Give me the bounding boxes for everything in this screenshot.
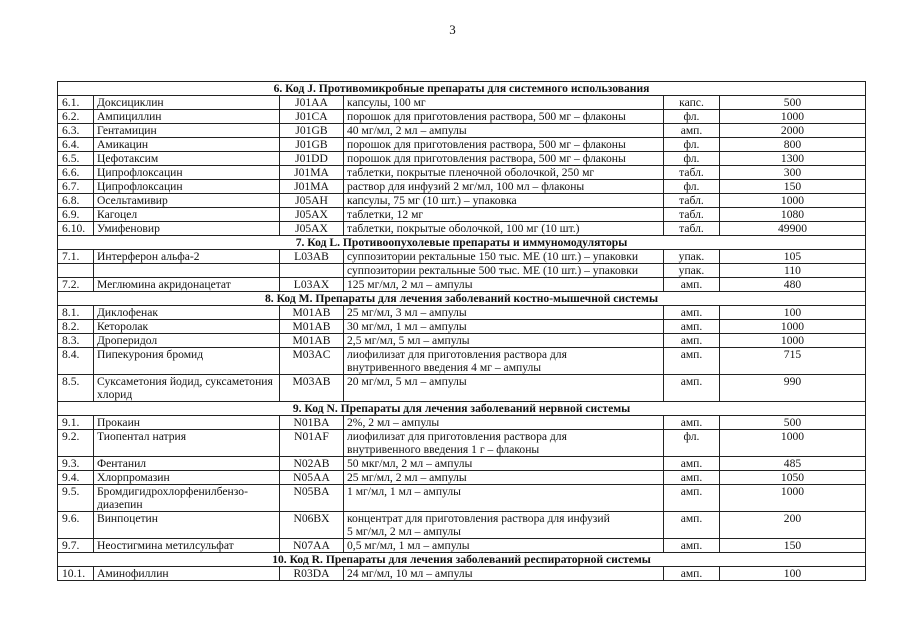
atc-code: J05AX bbox=[280, 222, 344, 236]
row-number: 9.1. bbox=[58, 416, 94, 430]
row-number: 6.2. bbox=[58, 110, 94, 124]
drug-name: Ампициллин bbox=[94, 110, 280, 124]
dosage-form-line: 125 мг/мл, 2 мл – ампулы bbox=[347, 278, 473, 291]
unit: амп. bbox=[664, 320, 720, 334]
drug-name: Прокаин bbox=[94, 416, 280, 430]
dosage-form-line: таблетки, покрытые оболочкой, 100 мг (10 шт.) bbox=[347, 222, 580, 235]
dosage-form-line: порошок для приготовления раствора, 500 мг – флаконы bbox=[347, 110, 626, 123]
dosage-form-line: 5 мг/мл, 2 мл – ампулы bbox=[347, 525, 461, 538]
unit: амп. bbox=[664, 348, 720, 375]
table-row bbox=[58, 471, 866, 485]
table-row bbox=[58, 194, 866, 208]
dosage-form-line: лиофилизат для приготовления раствора для bbox=[347, 430, 567, 443]
dosage-form-line: 30 мг/мл, 1 мл – ампулы bbox=[347, 320, 467, 333]
table-row bbox=[58, 430, 866, 457]
quantity: 800 bbox=[720, 138, 866, 152]
dosage-form bbox=[344, 264, 664, 278]
quantity: 300 bbox=[720, 166, 866, 180]
page-number: 3 bbox=[449, 22, 456, 37]
dosage-form-line: внутривенного введения 1 г – флаконы bbox=[347, 443, 540, 456]
row-number: 6.3. bbox=[58, 124, 94, 138]
dosage-form bbox=[344, 320, 664, 334]
dosage-form-line: раствор для инфузий 2 мг/мл, 100 мл – флаконы bbox=[347, 180, 585, 193]
quantity: 150 bbox=[720, 180, 866, 194]
row-number: 7.1. bbox=[58, 250, 94, 264]
table-row bbox=[58, 278, 866, 292]
drug-name: Умифеновир bbox=[94, 222, 280, 236]
table-row bbox=[58, 320, 866, 334]
drug-name bbox=[94, 264, 280, 278]
drug-name: Винпоцетин bbox=[94, 512, 280, 539]
dosage-form-line: внутривенного введения 4 мг – ампулы bbox=[347, 361, 542, 374]
unit: амп. bbox=[664, 512, 720, 539]
quantity: 500 bbox=[720, 96, 866, 110]
dosage-form bbox=[344, 334, 664, 348]
dosage-form bbox=[344, 416, 664, 430]
row-number: 8.3. bbox=[58, 334, 94, 348]
drug-name: Фентанил bbox=[94, 457, 280, 471]
row-number: 8.2. bbox=[58, 320, 94, 334]
section-header-row bbox=[58, 402, 866, 416]
atc-code: M03AC bbox=[280, 348, 344, 375]
section-header-row bbox=[58, 553, 866, 567]
dosage-form bbox=[344, 375, 664, 402]
row-number: 9.3. bbox=[58, 457, 94, 471]
dosage-form-line: 24 мг/мл, 10 мл – ампулы bbox=[347, 567, 473, 580]
drug-name: Кеторолак bbox=[94, 320, 280, 334]
quantity: 150 bbox=[720, 539, 866, 553]
dosage-form-line: суппозитории ректальные 500 тыс. МЕ (10 шт.) – упаковки bbox=[347, 264, 639, 277]
section-title: 10. Код R. Препараты для лечения заболеваний респираторной системы bbox=[58, 553, 866, 567]
atc-code: J01MA bbox=[280, 166, 344, 180]
unit: амп. bbox=[664, 278, 720, 292]
row-number: 9.7. bbox=[58, 539, 94, 553]
dosage-form-line bbox=[347, 388, 660, 401]
table-row bbox=[58, 96, 866, 110]
drug-table bbox=[57, 81, 866, 581]
atc-code: N06BX bbox=[280, 512, 344, 539]
quantity: 100 bbox=[720, 567, 866, 581]
unit: амп. bbox=[664, 334, 720, 348]
dosage-form-line: порошок для приготовления раствора, 500 мг – флаконы bbox=[347, 138, 626, 151]
unit: фл. bbox=[664, 180, 720, 194]
dosage-form bbox=[344, 539, 664, 553]
quantity: 990 bbox=[720, 375, 866, 402]
table-row bbox=[58, 138, 866, 152]
row-number: 6.1. bbox=[58, 96, 94, 110]
dosage-form-line: концентрат для приготовления раствора для инфузий bbox=[347, 512, 610, 525]
unit: упак. bbox=[664, 264, 720, 278]
row-number: 8.5. bbox=[58, 375, 94, 402]
dosage-form bbox=[344, 110, 664, 124]
quantity: 500 bbox=[720, 416, 866, 430]
section-header-row bbox=[58, 292, 866, 306]
drug-name: Бромдигидрохлорфенилбензо-диазепин bbox=[94, 485, 280, 512]
atc-code: N05BA bbox=[280, 485, 344, 512]
unit: капс. bbox=[664, 96, 720, 110]
quantity: 1300 bbox=[720, 152, 866, 166]
dosage-form-line: 1 мг/мл, 1 мл – ампулы bbox=[347, 485, 461, 498]
table-row bbox=[58, 264, 866, 278]
dosage-form-line: 2,5 мг/мл, 5 мл – ампулы bbox=[347, 334, 470, 347]
quantity: 100 bbox=[720, 306, 866, 320]
dosage-form bbox=[344, 222, 664, 236]
section-header-row bbox=[58, 236, 866, 250]
dosage-form bbox=[344, 96, 664, 110]
section-title: 8. Код М. Препараты для лечения заболеваний костно-мышечной системы bbox=[58, 292, 866, 306]
drug-name: Гентамицин bbox=[94, 124, 280, 138]
table-row bbox=[58, 457, 866, 471]
drug-name: Кагоцел bbox=[94, 208, 280, 222]
atc-code: M01AB bbox=[280, 334, 344, 348]
dosage-form bbox=[344, 471, 664, 485]
quantity: 1080 bbox=[720, 208, 866, 222]
unit: фл. bbox=[664, 138, 720, 152]
unit: амп. bbox=[664, 485, 720, 512]
drug-name: Доксициклин bbox=[94, 96, 280, 110]
quantity: 480 bbox=[720, 278, 866, 292]
drug-name: Меглюмина акридонацетат bbox=[94, 278, 280, 292]
table-row bbox=[58, 348, 866, 375]
row-number: 9.2. bbox=[58, 430, 94, 457]
row-number: 9.6. bbox=[58, 512, 94, 539]
table-row bbox=[58, 567, 866, 581]
unit: табл. bbox=[664, 208, 720, 222]
row-number: 6.9. bbox=[58, 208, 94, 222]
drug-name: Суксаметония йодид, суксаметония хлорид bbox=[94, 375, 280, 402]
atc-code: J01MA bbox=[280, 180, 344, 194]
quantity: 1000 bbox=[720, 110, 866, 124]
drug-name: Осельтамивир bbox=[94, 194, 280, 208]
dosage-form-line: порошок для приготовления раствора, 500 мг – флаконы bbox=[347, 152, 626, 165]
table-row bbox=[58, 166, 866, 180]
row-number: 7.2. bbox=[58, 278, 94, 292]
drug-name: Тиопентал натрия bbox=[94, 430, 280, 457]
dosage-form-line: 25 мг/мл, 3 мл – ампулы bbox=[347, 306, 467, 319]
drug-table-body bbox=[58, 82, 866, 581]
section-title: 9. Код N. Препараты для лечения заболеваний нервной системы bbox=[58, 402, 866, 416]
table-row bbox=[58, 539, 866, 553]
quantity: 1050 bbox=[720, 471, 866, 485]
quantity: 1000 bbox=[720, 334, 866, 348]
unit: амп. bbox=[664, 457, 720, 471]
atc-code: M01AB bbox=[280, 320, 344, 334]
table-row bbox=[58, 306, 866, 320]
atc-code: J05AX bbox=[280, 208, 344, 222]
unit: амп. bbox=[664, 416, 720, 430]
quantity: 1000 bbox=[720, 194, 866, 208]
dosage-form bbox=[344, 512, 664, 539]
quantity: 200 bbox=[720, 512, 866, 539]
row-number: 6.10. bbox=[58, 222, 94, 236]
table-row bbox=[58, 334, 866, 348]
unit: амп. bbox=[664, 375, 720, 402]
drug-name: Цефотаксим bbox=[94, 152, 280, 166]
dosage-form bbox=[344, 306, 664, 320]
quantity: 105 bbox=[720, 250, 866, 264]
drug-name: Диклофенак bbox=[94, 306, 280, 320]
table-row bbox=[58, 416, 866, 430]
quantity: 1000 bbox=[720, 430, 866, 457]
dosage-form-line: 20 мг/мл, 5 мл – ампулы bbox=[347, 375, 467, 388]
unit: амп. bbox=[664, 471, 720, 485]
table-row bbox=[58, 485, 866, 512]
row-number: 9.5. bbox=[58, 485, 94, 512]
dosage-form bbox=[344, 138, 664, 152]
dosage-form-line: суппозитории ректальные 150 тыс. МЕ (10 шт.) – упаковки bbox=[347, 250, 639, 263]
drug-name: Ципрофлоксацин bbox=[94, 180, 280, 194]
dosage-form bbox=[344, 348, 664, 375]
atc-code: N01BA bbox=[280, 416, 344, 430]
atc-code: N01AF bbox=[280, 430, 344, 457]
atc-code: J01GB bbox=[280, 124, 344, 138]
dosage-form bbox=[344, 194, 664, 208]
quantity: 110 bbox=[720, 264, 866, 278]
dosage-form-line: 25 мг/мл, 2 мл – ампулы bbox=[347, 471, 467, 484]
table-row bbox=[58, 222, 866, 236]
dosage-form bbox=[344, 180, 664, 194]
dosage-form bbox=[344, 430, 664, 457]
atc-code: L03AX bbox=[280, 278, 344, 292]
dosage-form bbox=[344, 485, 664, 512]
unit: фл. bbox=[664, 110, 720, 124]
dosage-form bbox=[344, 250, 664, 264]
quantity: 49900 bbox=[720, 222, 866, 236]
row-number: 10.1. bbox=[58, 567, 94, 581]
atc-code: J01DD bbox=[280, 152, 344, 166]
dosage-form bbox=[344, 152, 664, 166]
dosage-form-line: 0,5 мг/мл, 1 мл – ампулы bbox=[347, 539, 470, 552]
drug-name: Неостигмина метилсульфат bbox=[94, 539, 280, 553]
unit: табл. bbox=[664, 194, 720, 208]
dosage-form-line: лиофилизат для приготовления раствора для bbox=[347, 348, 567, 361]
unit: амп. bbox=[664, 539, 720, 553]
atc-code: J01CA bbox=[280, 110, 344, 124]
dosage-form bbox=[344, 124, 664, 138]
dosage-form bbox=[344, 278, 664, 292]
table-row bbox=[58, 180, 866, 194]
quantity: 1000 bbox=[720, 320, 866, 334]
quantity: 715 bbox=[720, 348, 866, 375]
dosage-form bbox=[344, 457, 664, 471]
unit: амп. bbox=[664, 306, 720, 320]
drug-name: Пипекурония бромид bbox=[94, 348, 280, 375]
unit: табл. bbox=[664, 166, 720, 180]
atc-code: J01GB bbox=[280, 138, 344, 152]
drug-name: Дроперидол bbox=[94, 334, 280, 348]
unit: амп. bbox=[664, 567, 720, 581]
quantity: 1000 bbox=[720, 485, 866, 512]
section-title: 6. Код J. Противомикробные препараты для системного использования bbox=[58, 82, 866, 96]
atc-code bbox=[280, 264, 344, 278]
drug-name: Амикацин bbox=[94, 138, 280, 152]
atc-code: L03AB bbox=[280, 250, 344, 264]
dosage-form-line: таблетки, покрытые пленочной оболочкой, 250 мг bbox=[347, 166, 595, 179]
quantity: 485 bbox=[720, 457, 866, 471]
table-row bbox=[58, 152, 866, 166]
unit: фл. bbox=[664, 430, 720, 457]
table-row bbox=[58, 124, 866, 138]
row-number: 6.4. bbox=[58, 138, 94, 152]
row-number: 8.4. bbox=[58, 348, 94, 375]
section-title: 7. Код L. Противоопухолевые препараты и иммуномодуляторы bbox=[58, 236, 866, 250]
drug-name: Хлорпромазин bbox=[94, 471, 280, 485]
quantity: 2000 bbox=[720, 124, 866, 138]
atc-code: M03AB bbox=[280, 375, 344, 402]
dosage-form-line: 2%, 2 мл – ампулы bbox=[347, 416, 440, 429]
dosage-form-line: капсулы, 75 мг (10 шт.) – упаковка bbox=[347, 194, 517, 207]
drug-name: Аминофиллин bbox=[94, 567, 280, 581]
atc-code: J05AH bbox=[280, 194, 344, 208]
dosage-form-line: капсулы, 100 мг bbox=[347, 96, 426, 109]
atc-code: M01AB bbox=[280, 306, 344, 320]
dosage-form bbox=[344, 208, 664, 222]
dosage-form-line: таблетки, 12 мг bbox=[347, 208, 424, 221]
unit: упак. bbox=[664, 250, 720, 264]
unit: амп. bbox=[664, 124, 720, 138]
table-row bbox=[58, 375, 866, 402]
drug-name: Ципрофлоксацин bbox=[94, 166, 280, 180]
atc-code: J01AA bbox=[280, 96, 344, 110]
dosage-form-line bbox=[347, 498, 660, 511]
unit: фл. bbox=[664, 152, 720, 166]
section-header-row bbox=[58, 82, 866, 96]
atc-code: N02AB bbox=[280, 457, 344, 471]
dosage-form bbox=[344, 166, 664, 180]
row-number: 6.7. bbox=[58, 180, 94, 194]
row-number: 6.5. bbox=[58, 152, 94, 166]
row-number: 9.4. bbox=[58, 471, 94, 485]
row-number: 6.8. bbox=[58, 194, 94, 208]
drug-name: Интерферон альфа-2 bbox=[94, 250, 280, 264]
atc-code: R03DA bbox=[280, 567, 344, 581]
unit: табл. bbox=[664, 222, 720, 236]
table-row bbox=[58, 250, 866, 264]
row-number bbox=[58, 264, 94, 278]
row-number: 6.6. bbox=[58, 166, 94, 180]
dosage-form-line: 50 мкг/мл, 2 мл – ампулы bbox=[347, 457, 473, 470]
table-row bbox=[58, 512, 866, 539]
row-number: 8.1. bbox=[58, 306, 94, 320]
table-row bbox=[58, 110, 866, 124]
dosage-form-line: 40 мг/мл, 2 мл – ампулы bbox=[347, 124, 467, 137]
table-row bbox=[58, 208, 866, 222]
atc-code: N07AA bbox=[280, 539, 344, 553]
dosage-form bbox=[344, 567, 664, 581]
atc-code: N05AA bbox=[280, 471, 344, 485]
